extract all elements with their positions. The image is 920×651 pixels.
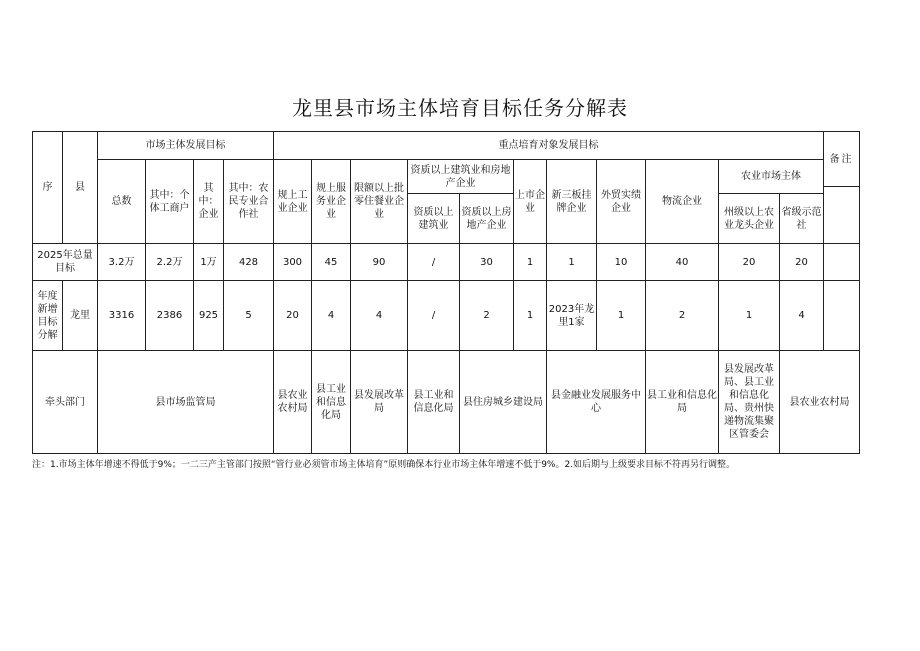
row-label-2025: 2025年总量目标: [33, 244, 98, 281]
dept-housing: 县住房城乡建设局: [460, 351, 547, 454]
cell: 40: [646, 244, 719, 281]
cell: 300: [274, 244, 312, 281]
cell: 2: [460, 281, 514, 351]
market-goal-header: 市场主体发展目标: [98, 132, 274, 160]
retail-header: 限额以上批零住餐业企业: [351, 160, 408, 244]
cell: 20: [719, 244, 780, 281]
dept-industry: 县工业和信息化局: [312, 351, 351, 454]
enterprise-header: 其中：企业: [194, 160, 224, 244]
dept-industry3: 县工业和信息化局: [646, 351, 719, 454]
logistics-header: 物流企业: [646, 160, 719, 244]
cell: 1: [514, 281, 547, 351]
cell: 30: [460, 244, 514, 281]
table-row: [33, 281, 860, 351]
dept-market: 县市场监管局: [98, 351, 274, 454]
realestate-header: 资质以上房地产企业: [460, 194, 514, 244]
cell: 1: [597, 281, 646, 351]
cell: 2386: [146, 281, 194, 351]
listed-header: 上市企业: [514, 160, 547, 244]
construction-group-header: 资质以上建筑业和房地产企业: [408, 160, 514, 194]
dept-industry2: 县工业和信息化局: [408, 351, 460, 454]
seq-header: 序: [33, 132, 63, 244]
cell: 925: [194, 281, 224, 351]
cell: /: [408, 281, 460, 351]
cell: 428: [224, 244, 274, 281]
cell: [824, 244, 860, 281]
dept-finance: 县金融业发展服务中心: [547, 351, 646, 454]
page-title: 龙里县市场主体培育目标任务分解表: [292, 96, 628, 120]
dept-logistics: 县发展改革局、县工业和信息化局、贵州快递物流集聚区管委会: [719, 351, 780, 454]
industrial-header: 规上工业企业: [274, 160, 312, 244]
agri-demo-header: 省级示范社: [780, 194, 824, 244]
coop-header: 其中：农民专业合作社: [224, 160, 274, 244]
agri-leading-header: 州级以上农业龙头企业: [719, 194, 780, 244]
cell: 2: [646, 281, 719, 351]
dept-agri2: 县农业农村局: [780, 351, 860, 454]
remarks-header: 备注: [824, 132, 860, 187]
service-header: 规上服务业企业: [312, 160, 351, 244]
footnote: 注：1.市场主体年增速不得低于9%；一二三产主管部门按照“管行业必须管市场主体培育”原则确保本行业市场主体年增速不低于9%。2.如后期与上级要求目标不符再另行调整。: [32, 460, 736, 470]
row-label-annual: 年度新增目标分解: [33, 281, 63, 351]
cell: 90: [351, 244, 408, 281]
cell: 1: [547, 244, 597, 281]
row-county: 龙里: [63, 281, 98, 351]
cell: 2023年龙里1家: [547, 281, 597, 351]
agri-group-header: 农业市场主体: [719, 160, 824, 194]
cell: /: [408, 244, 460, 281]
cell: 3316: [98, 281, 146, 351]
table-row: [33, 351, 860, 454]
table-row: [33, 244, 860, 281]
cell: 2.2万: [146, 244, 194, 281]
remarks-blank: [824, 187, 860, 244]
county-header: 县: [63, 132, 98, 244]
neeq-header: 新三板挂牌企业: [547, 160, 597, 244]
individual-header: 其中：个体工商户: [146, 160, 194, 244]
cell: 20: [274, 281, 312, 351]
key-goal-header: 重点培育对象发展目标: [274, 132, 824, 160]
cell: 4: [351, 281, 408, 351]
target-table: [32, 131, 860, 454]
cell: 1万: [194, 244, 224, 281]
cell: 1: [514, 244, 547, 281]
cell: 4: [780, 281, 824, 351]
cell: 45: [312, 244, 351, 281]
construction-header: 资质以上建筑业: [408, 194, 460, 244]
cell: 4: [312, 281, 351, 351]
cell: 20: [780, 244, 824, 281]
dept-agri: 县农业农村局: [274, 351, 312, 454]
trade-header: 外贸实绩企业: [597, 160, 646, 244]
cell: 10: [597, 244, 646, 281]
cell: [824, 281, 860, 351]
lead-dept-label: 牵头部门: [33, 351, 98, 454]
cell: 1: [719, 281, 780, 351]
cell: 5: [224, 281, 274, 351]
cell: 3.2万: [98, 244, 146, 281]
dept-reform: 县发展改革局: [351, 351, 408, 454]
total-header: 总数: [98, 160, 146, 244]
